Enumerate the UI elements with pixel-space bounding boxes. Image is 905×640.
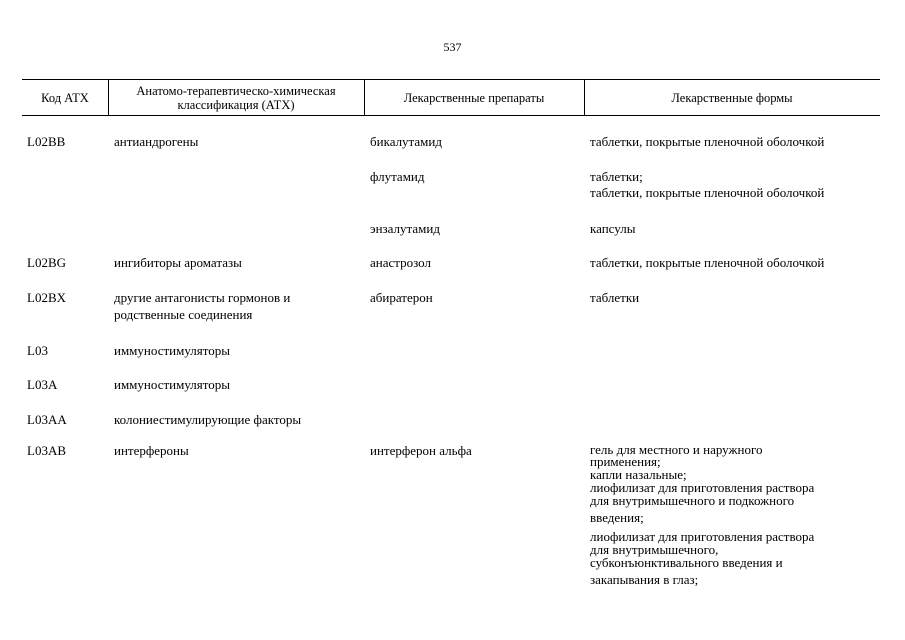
row-form: для внутримышечного и подкожного [590, 493, 795, 508]
row-form: таблетки; [590, 169, 643, 184]
row-form: применения; [590, 454, 661, 469]
header-atc-line2: классификация (АТХ) [177, 97, 295, 112]
row-drug: анастрозол [370, 255, 431, 270]
row-form: введения; [590, 510, 644, 525]
header-forms: Лекарственные формы [671, 90, 793, 105]
row-form: лиофилизат для приготовления раствора [590, 529, 815, 544]
row-form: лиофилизат для приготовления раствора [590, 480, 815, 495]
row-form: таблетки, покрытые пленочной оболочкой [590, 185, 825, 200]
header-atc-line1: Анатомо-терапевтическо-химическая [136, 83, 336, 98]
header-drugs: Лекарственные препараты [403, 90, 545, 105]
row-class: антиандрогены [114, 134, 199, 149]
row-drug: бикалутамид [370, 134, 442, 149]
row-code: L02BB [27, 134, 66, 149]
row-form: таблетки, покрытые пленочной оболочкой [590, 255, 825, 270]
row-form: закапывания в глаз; [590, 572, 699, 587]
row-code: L02BG [27, 255, 66, 270]
row-drug: абиратерон [370, 290, 433, 305]
row-class: иммуностимуляторы [114, 377, 230, 392]
row-class: другие антагонисты гормонов и [114, 290, 291, 305]
row-form: капсулы [590, 221, 636, 236]
header-atc [108, 80, 364, 115]
row-code: L03AB [27, 443, 66, 458]
row-form: капли назальные; [590, 467, 687, 482]
row-form: субконъюнктивального введения и [590, 555, 783, 570]
row-code: L03AA [27, 412, 67, 427]
row-drug: флутамид [370, 169, 425, 184]
row-class: родственные соединения [114, 307, 253, 322]
row-code: L02BX [27, 290, 66, 305]
header-code: Код АТХ [41, 90, 89, 105]
header-bottom-rule [22, 115, 880, 116]
row-form: таблетки [590, 290, 640, 305]
row-class: колониестимулирующие факторы [114, 412, 302, 427]
row-form: для внутримышечного, [590, 542, 719, 557]
row-form: таблетки, покрытые пленочной оболочкой [590, 134, 825, 149]
row-class: интерфероны [114, 443, 189, 458]
page-number: 537 [443, 40, 462, 54]
row-code: L03 [27, 343, 48, 358]
row-form: гель для местного и наружного [590, 442, 763, 457]
row-class: иммуностимуляторы [114, 343, 230, 358]
row-drug: энзалутамид [370, 221, 440, 236]
row-class: ингибиторы ароматазы [114, 255, 242, 270]
row-drug: интерферон альфа [370, 443, 472, 458]
row-code: L03A [27, 377, 58, 392]
